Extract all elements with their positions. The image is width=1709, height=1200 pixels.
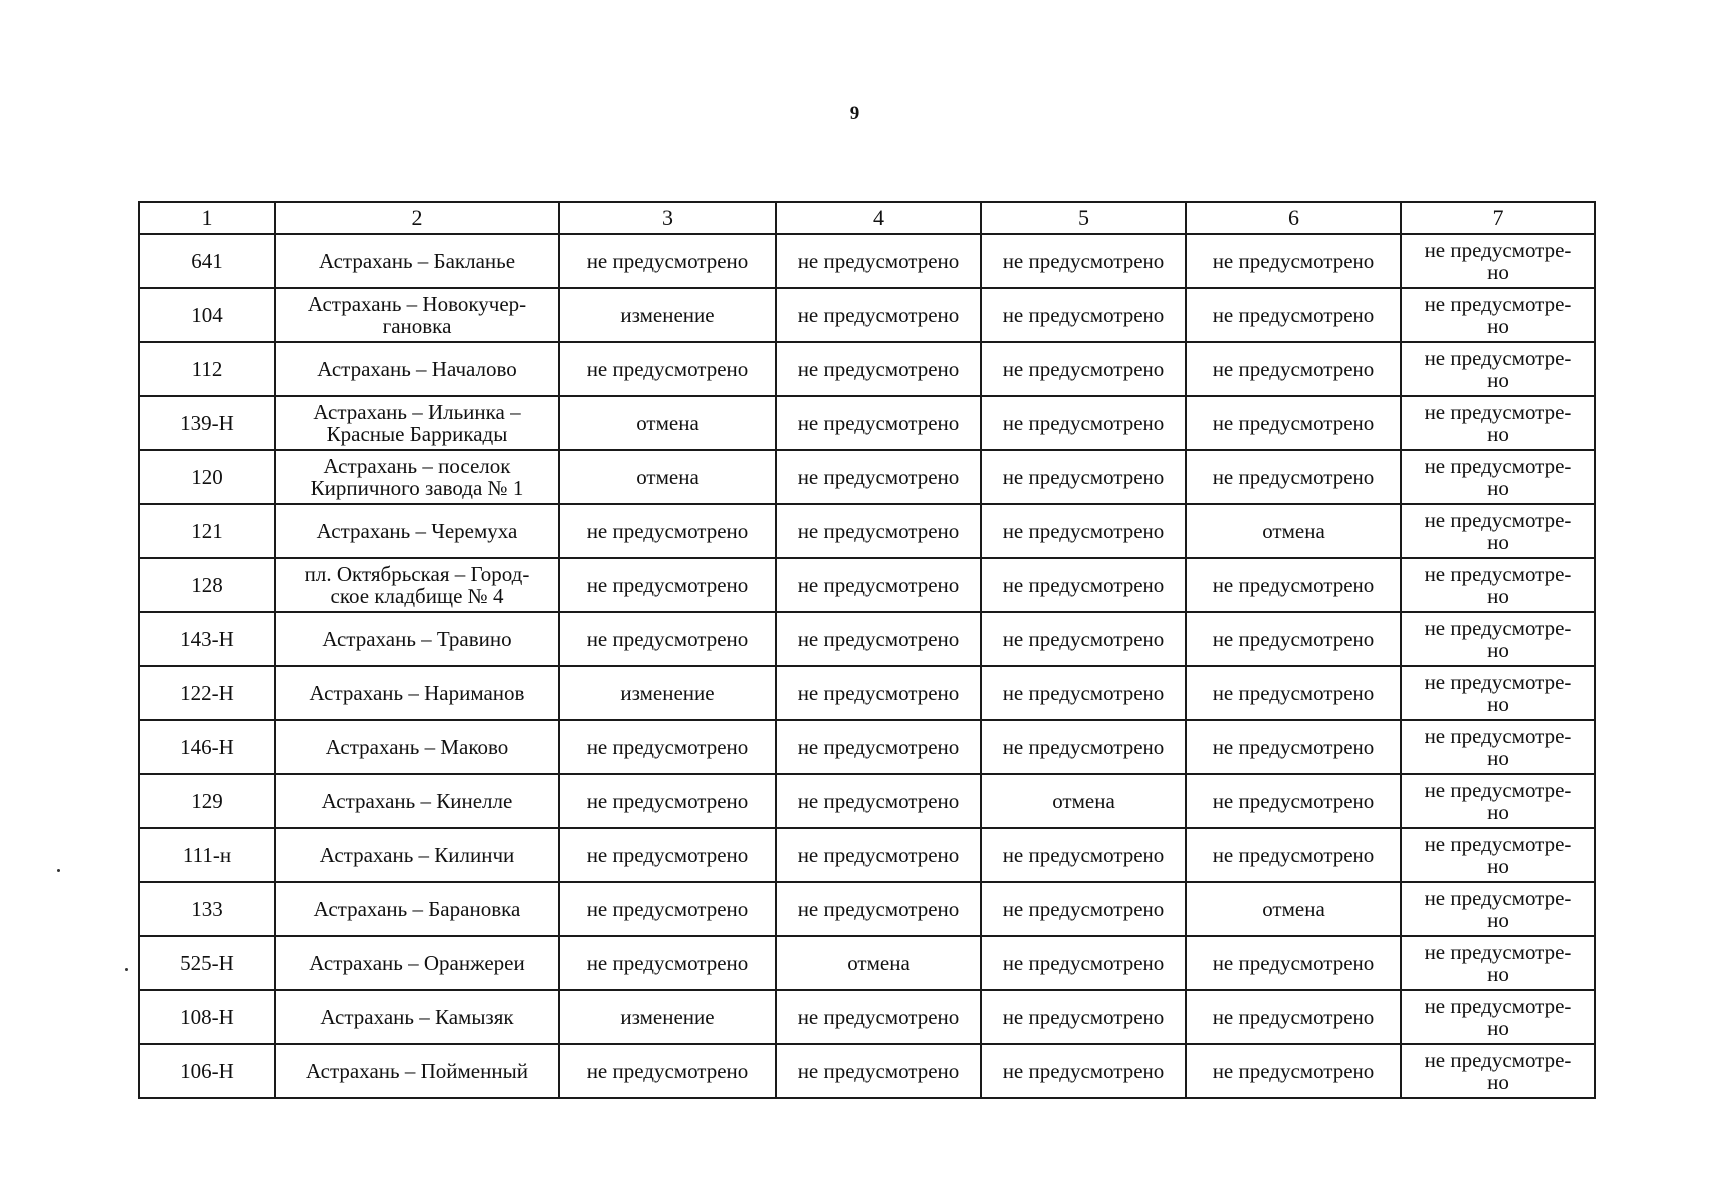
- column-7-cell: не предусмотре- но: [1401, 990, 1595, 1044]
- routes-table: [138, 201, 1596, 1099]
- column-6-cell: отмена: [1186, 882, 1401, 936]
- column-6-cell: не предусмотрено: [1186, 450, 1401, 504]
- column-6-cell: не предусмотрено: [1186, 774, 1401, 828]
- column-header-6: 6: [1186, 202, 1401, 234]
- column-header-5: 5: [981, 202, 1186, 234]
- route-number-cell: 139-Н: [139, 396, 275, 450]
- route-number-cell: 128: [139, 558, 275, 612]
- column-3-cell: не предусмотрено: [559, 1044, 776, 1098]
- route-number-cell: 104: [139, 288, 275, 342]
- column-7-cell: не предусмотре- но: [1401, 720, 1595, 774]
- column-4-cell: не предусмотрено: [776, 1044, 981, 1098]
- column-7-cell: не предусмотре- но: [1401, 828, 1595, 882]
- route-number-cell: 129: [139, 774, 275, 828]
- route-number-cell: 146-Н: [139, 720, 275, 774]
- column-6-cell: не предусмотрено: [1186, 288, 1401, 342]
- table-row: [139, 234, 1595, 288]
- column-3-cell: не предусмотрено: [559, 882, 776, 936]
- column-3-cell: изменение: [559, 666, 776, 720]
- column-5-cell: не предусмотрено: [981, 720, 1186, 774]
- column-4-cell: не предусмотрено: [776, 342, 981, 396]
- column-5-cell: отмена: [981, 774, 1186, 828]
- column-5-cell: не предусмотрено: [981, 342, 1186, 396]
- table-row: [139, 504, 1595, 558]
- column-header-3: 3: [559, 202, 776, 234]
- column-4-cell: не предусмотрено: [776, 882, 981, 936]
- column-5-cell: не предусмотрено: [981, 504, 1186, 558]
- column-7-cell: не предусмотре- но: [1401, 1044, 1595, 1098]
- route-name-cell: Астрахань – Маково: [275, 720, 559, 774]
- column-6-cell: не предусмотрено: [1186, 1044, 1401, 1098]
- column-5-cell: не предусмотрено: [981, 450, 1186, 504]
- column-6-cell: не предусмотрено: [1186, 720, 1401, 774]
- column-5-cell: не предусмотрено: [981, 234, 1186, 288]
- column-7-cell: не предусмотре- но: [1401, 666, 1595, 720]
- column-3-cell: не предусмотрено: [559, 612, 776, 666]
- route-number-cell: 641: [139, 234, 275, 288]
- table-row: [139, 558, 1595, 612]
- column-4-cell: не предусмотрено: [776, 234, 981, 288]
- table-row: [139, 720, 1595, 774]
- column-header-7: 7: [1401, 202, 1595, 234]
- column-header-2: 2: [275, 202, 559, 234]
- column-6-cell: не предусмотрено: [1186, 558, 1401, 612]
- route-name-cell: Астрахань – Кинелле: [275, 774, 559, 828]
- column-5-cell: не предусмотрено: [981, 612, 1186, 666]
- column-5-cell: не предусмотрено: [981, 558, 1186, 612]
- column-4-cell: не предусмотрено: [776, 504, 981, 558]
- column-5-cell: не предусмотрено: [981, 990, 1186, 1044]
- table-row: [139, 1044, 1595, 1098]
- column-4-cell: не предусмотрено: [776, 396, 981, 450]
- page-number: 9: [849, 103, 860, 124]
- column-5-cell: не предусмотрено: [981, 666, 1186, 720]
- route-name-cell: Астрахань – Килинчи: [275, 828, 559, 882]
- table-row: [139, 450, 1595, 504]
- column-3-cell: не предусмотрено: [559, 936, 776, 990]
- column-6-cell: не предусмотрено: [1186, 936, 1401, 990]
- column-5-cell: не предусмотрено: [981, 288, 1186, 342]
- column-4-cell: не предусмотрено: [776, 558, 981, 612]
- column-7-cell: не предусмотре- но: [1401, 504, 1595, 558]
- route-name-cell: Астрахань – Ильинка – Красные Баррикады: [275, 396, 559, 450]
- column-4-cell: не предусмотрено: [776, 666, 981, 720]
- route-name-cell: Астрахань – Оранжереи: [275, 936, 559, 990]
- route-name-cell: Астрахань – Нариманов: [275, 666, 559, 720]
- column-7-cell: не предусмотре- но: [1401, 450, 1595, 504]
- column-7-cell: не предусмотре- но: [1401, 558, 1595, 612]
- route-name-cell: Астрахань – Новокучер- гановка: [275, 288, 559, 342]
- column-3-cell: не предусмотрено: [559, 342, 776, 396]
- route-name-cell: Астрахань – Черемуха: [275, 504, 559, 558]
- route-name-cell: Астрахань – Барановка: [275, 882, 559, 936]
- column-6-cell: не предусмотрено: [1186, 234, 1401, 288]
- route-name-cell: Астрахань – Травино: [275, 612, 559, 666]
- column-4-cell: не предусмотрено: [776, 828, 981, 882]
- column-7-cell: не предусмотре- но: [1401, 774, 1595, 828]
- route-number-cell: 122-Н: [139, 666, 275, 720]
- column-6-cell: не предусмотрено: [1186, 612, 1401, 666]
- route-name-cell: Астрахань – Пойменный: [275, 1044, 559, 1098]
- column-7-cell: не предусмотре- но: [1401, 288, 1595, 342]
- column-3-cell: не предусмотрено: [559, 720, 776, 774]
- column-5-cell: не предусмотрено: [981, 828, 1186, 882]
- route-name-cell: Астрахань – Камызяк: [275, 990, 559, 1044]
- column-3-cell: отмена: [559, 450, 776, 504]
- route-number-cell: 108-Н: [139, 990, 275, 1044]
- route-name-cell: пл. Октябрьская – Город- ское кладбище № 4: [275, 558, 559, 612]
- column-5-cell: не предусмотрено: [981, 1044, 1186, 1098]
- column-4-cell: не предусмотрено: [776, 774, 981, 828]
- table-row: [139, 612, 1595, 666]
- column-3-cell: не предусмотрено: [559, 828, 776, 882]
- column-7-cell: не предусмотре- но: [1401, 342, 1595, 396]
- route-number-cell: 143-Н: [139, 612, 275, 666]
- column-4-cell: не предусмотрено: [776, 720, 981, 774]
- table-row: [139, 774, 1595, 828]
- column-4-cell: не предусмотрено: [776, 612, 981, 666]
- column-5-cell: не предусмотрено: [981, 936, 1186, 990]
- column-3-cell: отмена: [559, 396, 776, 450]
- column-3-cell: не предусмотрено: [559, 504, 776, 558]
- column-5-cell: не предусмотрено: [981, 396, 1186, 450]
- column-3-cell: изменение: [559, 288, 776, 342]
- scan-dot: [125, 968, 128, 971]
- column-header-1: 1: [139, 202, 275, 234]
- column-7-cell: не предусмотре- но: [1401, 612, 1595, 666]
- table-row: [139, 396, 1595, 450]
- table-row: [139, 990, 1595, 1044]
- column-6-cell: не предусмотрено: [1186, 666, 1401, 720]
- column-6-cell: не предусмотрено: [1186, 990, 1401, 1044]
- table-row: [139, 666, 1595, 720]
- column-header-4: 4: [776, 202, 981, 234]
- column-6-cell: отмена: [1186, 504, 1401, 558]
- column-6-cell: не предусмотрено: [1186, 396, 1401, 450]
- route-number-cell: 133: [139, 882, 275, 936]
- route-name-cell: Астрахань – Бакланье: [275, 234, 559, 288]
- route-number-cell: 120: [139, 450, 275, 504]
- route-number-cell: 106-Н: [139, 1044, 275, 1098]
- column-7-cell: не предусмотре- но: [1401, 234, 1595, 288]
- column-6-cell: не предусмотрено: [1186, 342, 1401, 396]
- route-name-cell: Астрахань – Началово: [275, 342, 559, 396]
- column-4-cell: не предусмотрено: [776, 450, 981, 504]
- column-4-cell: отмена: [776, 936, 981, 990]
- route-number-cell: 525-Н: [139, 936, 275, 990]
- scan-dot: [57, 869, 60, 872]
- column-7-cell: не предусмотре- но: [1401, 936, 1595, 990]
- column-3-cell: не предусмотрено: [559, 774, 776, 828]
- table-body: [139, 234, 1595, 1098]
- column-3-cell: не предусмотрено: [559, 234, 776, 288]
- table-row: [139, 288, 1595, 342]
- column-6-cell: не предусмотрено: [1186, 828, 1401, 882]
- table-row: [139, 882, 1595, 936]
- column-5-cell: не предусмотрено: [981, 882, 1186, 936]
- route-name-cell: Астрахань – поселок Кирпичного завода № 1: [275, 450, 559, 504]
- header-row: [139, 202, 1595, 234]
- column-4-cell: не предусмотрено: [776, 990, 981, 1044]
- column-3-cell: изменение: [559, 990, 776, 1044]
- route-number-cell: 111-н: [139, 828, 275, 882]
- table-row: [139, 936, 1595, 990]
- column-7-cell: не предусмотре- но: [1401, 396, 1595, 450]
- column-3-cell: не предусмотрено: [559, 558, 776, 612]
- route-number-cell: 121: [139, 504, 275, 558]
- column-7-cell: не предусмотре- но: [1401, 882, 1595, 936]
- table-row: [139, 342, 1595, 396]
- table-row: [139, 828, 1595, 882]
- column-4-cell: не предусмотрено: [776, 288, 981, 342]
- route-number-cell: 112: [139, 342, 275, 396]
